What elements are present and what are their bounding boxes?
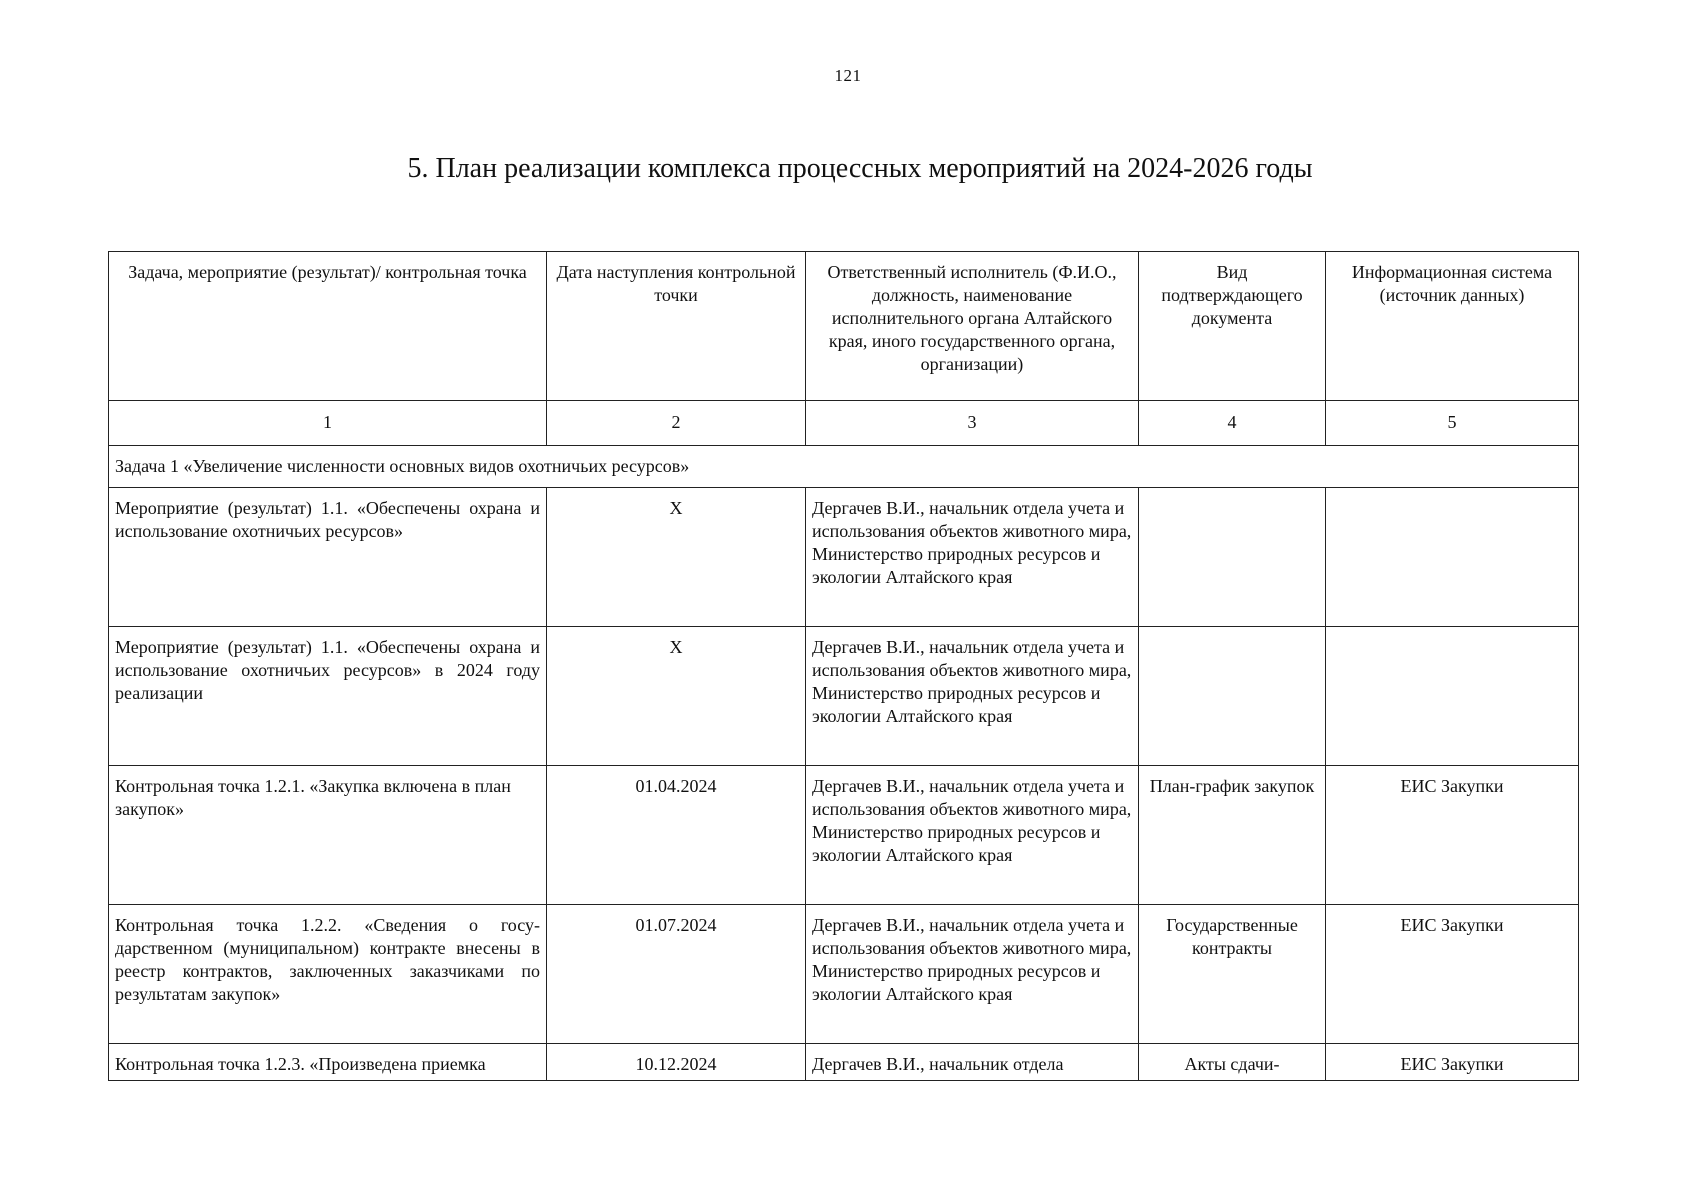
column-numbers-row bbox=[109, 401, 1579, 446]
responsible-cell: Дергачев В.И., начальник отдела bbox=[806, 1044, 1139, 1081]
document-cell: Акты сдачи- bbox=[1139, 1044, 1326, 1081]
date-cell: 01.04.2024 bbox=[547, 766, 806, 905]
date-cell: 10.12.2024 bbox=[547, 1044, 806, 1081]
column-number: 3 bbox=[806, 401, 1139, 446]
table-row bbox=[109, 627, 1579, 766]
header-document: Вид подтверждающего документа bbox=[1139, 252, 1326, 401]
item-cell: Контрольная точка 1.2.2. «Сведения о госу-дарственном (муниципальном) контракте внесены в реестр контрактов, заключенных заказчиками по результатам закупок» bbox=[109, 905, 547, 1044]
system-cell: ЕИС Закупки bbox=[1326, 905, 1579, 1044]
table-row bbox=[109, 1044, 1579, 1081]
item-cell: Контрольная точка 1.2.3. «Произведена приемка bbox=[109, 1044, 547, 1081]
column-number: 1 bbox=[109, 401, 547, 446]
table-row bbox=[109, 905, 1579, 1044]
table-row bbox=[109, 488, 1579, 627]
date-cell: X bbox=[547, 627, 806, 766]
item-cell: Мероприятие (результат) 1.1. «Обеспечены охрана и использование охотничьих ресурсов» в 2024 году реализации bbox=[109, 627, 547, 766]
table-header-row bbox=[109, 252, 1579, 401]
page-number: 121 bbox=[834, 66, 862, 85]
column-number: 4 bbox=[1139, 401, 1326, 446]
document-cell: Государственные контракты bbox=[1139, 905, 1326, 1044]
item-cell: Мероприятие (результат) 1.1. «Обеспечены охрана и использование охотничьих ресурсов» bbox=[109, 488, 547, 627]
system-cell: ЕИС Закупки bbox=[1326, 766, 1579, 905]
date-cell: 01.07.2024 bbox=[547, 905, 806, 1044]
document-cell bbox=[1139, 627, 1326, 766]
document-cell: План-график закупок bbox=[1139, 766, 1326, 905]
item-cell: Контрольная точка 1.2.1. «Закупка включена в план закупок» bbox=[109, 766, 547, 905]
table-row bbox=[109, 766, 1579, 905]
column-number: 5 bbox=[1326, 401, 1579, 446]
system-cell bbox=[1326, 627, 1579, 766]
date-cell: X bbox=[547, 488, 806, 627]
responsible-cell: Дергачев В.И., начальник отдела учета и использования объектов животного мира, Министерство природных ресурсов и экологии Алтайского края bbox=[806, 766, 1139, 905]
page-title: 5. План реализации комплекса процессных мероприятий на 2024-2026 годы bbox=[407, 153, 1313, 184]
document-cell bbox=[1139, 488, 1326, 627]
task-row bbox=[109, 446, 1579, 488]
responsible-cell: Дергачев В.И., начальник отдела учета и использования объектов животного мира, Министерство природных ресурсов и экологии Алтайского края bbox=[806, 627, 1139, 766]
system-cell bbox=[1326, 488, 1579, 627]
task-title: Задача 1 «Увеличение численности основных видов охотничьих ресурсов» bbox=[109, 446, 1579, 488]
responsible-cell: Дергачев В.И., начальник отдела учета и использования объектов животного мира, Министерство природных ресурсов и экологии Алтайского края bbox=[806, 488, 1139, 627]
system-cell: ЕИС Закупки bbox=[1326, 1044, 1579, 1081]
header-task: Задача, мероприятие (результат)/ контрольная точка bbox=[109, 252, 547, 401]
plan-table bbox=[108, 251, 1579, 1081]
responsible-cell: Дергачев В.И., начальник отдела учета и использования объектов животного мира, Министерство природных ресурсов и экологии Алтайского края bbox=[806, 905, 1139, 1044]
header-system: Информационная система (источник данных) bbox=[1326, 252, 1579, 401]
header-date: Дата наступления контрольной точки bbox=[547, 252, 806, 401]
header-responsible: Ответственный исполнитель (Ф.И.О., должность, наименование исполнительного органа Алтайского края, иного государственного органа, организации) bbox=[806, 252, 1139, 401]
column-number: 2 bbox=[547, 401, 806, 446]
